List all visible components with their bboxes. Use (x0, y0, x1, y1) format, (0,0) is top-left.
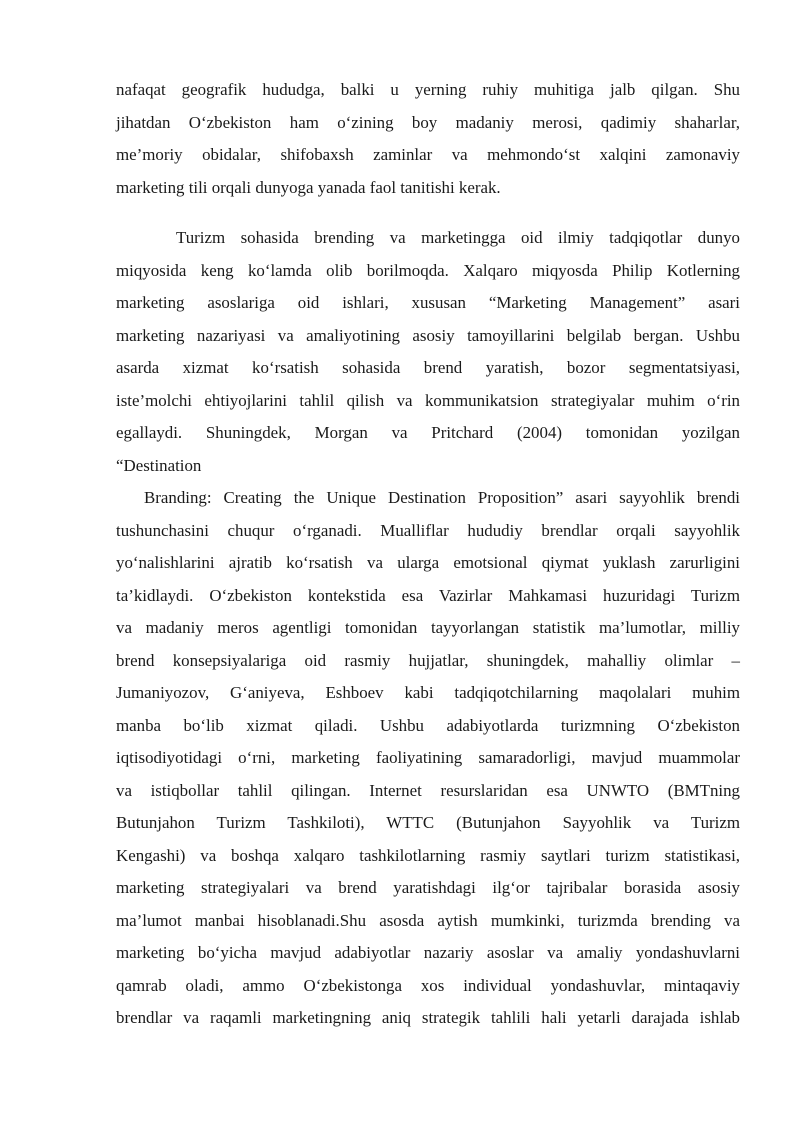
text-line: marketing nazariyasi va amaliyotining asosiy tamoyillarini belgilab bergan. Ushbu (116, 325, 740, 345)
text-line: iqtisodiyotidagi o‘rni, marketing faoliyatining samaradorligi, mavjud muammolar (116, 748, 740, 767)
text-line: marketing tili orqali dunyoga yanada faol tanitishi kerak. (116, 177, 501, 197)
text-line: ta’kidlaydi. O‘zbekiston kontekstida esa Vazirlar Mahkamasi huzuridagi Turizm (116, 585, 740, 605)
text-line: egallaydi. Shuningdek, Morgan va Pritchard (2004) tomonidan yozilgan (116, 423, 740, 442)
text-line: me’moriy obidalar, shifobaxsh zaminlar va mehmondo‘st xalqini zamonaviy (116, 145, 740, 164)
text-line: nafaqat geografik hududga, balki u yerning ruhiy muhitiga jalb qilgan. Shu (116, 80, 740, 99)
text-line: Jumaniyozov, G‘aniyeva, Eshboev kabi tadqiqotchilarning maqolalari muhim (116, 683, 740, 702)
text-line: jihatdan O‘zbekiston ham o‘zining boy madaniy merosi, qadimiy shaharlar, (116, 112, 740, 132)
text-line: Kengashi) va boshqa xalqaro tashkilotlarning rasmiy saytlari turizm statistikasi, (116, 845, 740, 865)
text-line: Turizm sohasida brending va marketingga oid ilmiy tadqiqotlar dunyo (176, 228, 740, 247)
text-line: va istiqbollar tahlil qilingan. Internet resurslaridan esa UNWTO (BMTning (116, 780, 740, 800)
text-line: marketing strategiyalari va brend yaratishdagi ilg‘or tajribalar borasida asosiy (116, 878, 740, 897)
text-line: yo‘nalishlarini ajratib ko‘rsatish va ularga emotsional qiymat yuklash zarurligini (116, 553, 740, 572)
text-line: ma’lumot manbai hisoblanadi.Shu asosda aytish mumkinki, turizmda brending va (116, 910, 740, 930)
paragraph-3 (116, 482, 740, 1035)
text-line: marketing bo‘yicha mavjud adabiyotlar nazariy asoslar va amaliy yondashuvlarni (116, 943, 740, 962)
text-line: “Destination (116, 455, 202, 475)
paragraph-1 (116, 74, 740, 204)
text-line: brendlar va raqamli marketingning aniq strategik tahlili hali yetarli darajada ishlab (116, 1008, 740, 1027)
text-line: iste’molchi ehtiyojlarini tahlil qilish va kommunikatsion strategiyalar muhim o‘rin (116, 390, 740, 410)
text-line: tushunchasini chuqur o‘rganadi. Mualliflar hududiy brendlar orqali sayyohlik (116, 520, 740, 540)
text-line: marketing asoslariga oid ishlari, xususan “Marketing Management” asari (116, 293, 740, 312)
text-line: asarda xizmat ko‘rsatish sohasida brend yaratish, bozor segmentatsiyasi, (116, 358, 740, 377)
text-line: manba bo‘lib xizmat qiladi. Ushbu adabiyotlarda turizmning O‘zbekiston (116, 715, 740, 735)
text-line: va madaniy meros agentligi tomonidan tayyorlangan statistik ma’lumotlar, milliy (116, 618, 740, 637)
text-line: qamrab oladi, ammo O‘zbekistonga xos individual yondashuvlar, mintaqaviy (116, 975, 740, 995)
text-line: miqyosida keng ko‘lamda olib borilmoqda. Xalqaro miqyosda Philip Kotlerning (116, 260, 740, 280)
paragraph-2 (116, 222, 740, 482)
paragraph-spacer (116, 204, 740, 222)
text-line: Branding: Creating the Unique Destination Proposition” asari sayyohlik brendi (144, 488, 740, 507)
text-line: brend konsepsiyalariga oid rasmiy hujjatlar, shuningdek, mahalliy olimlar – (116, 650, 740, 670)
text-line: Butunjahon Turizm Tashkiloti), WTTC (Butunjahon Sayyohlik va Turizm (116, 813, 740, 832)
document-body (116, 74, 740, 1035)
